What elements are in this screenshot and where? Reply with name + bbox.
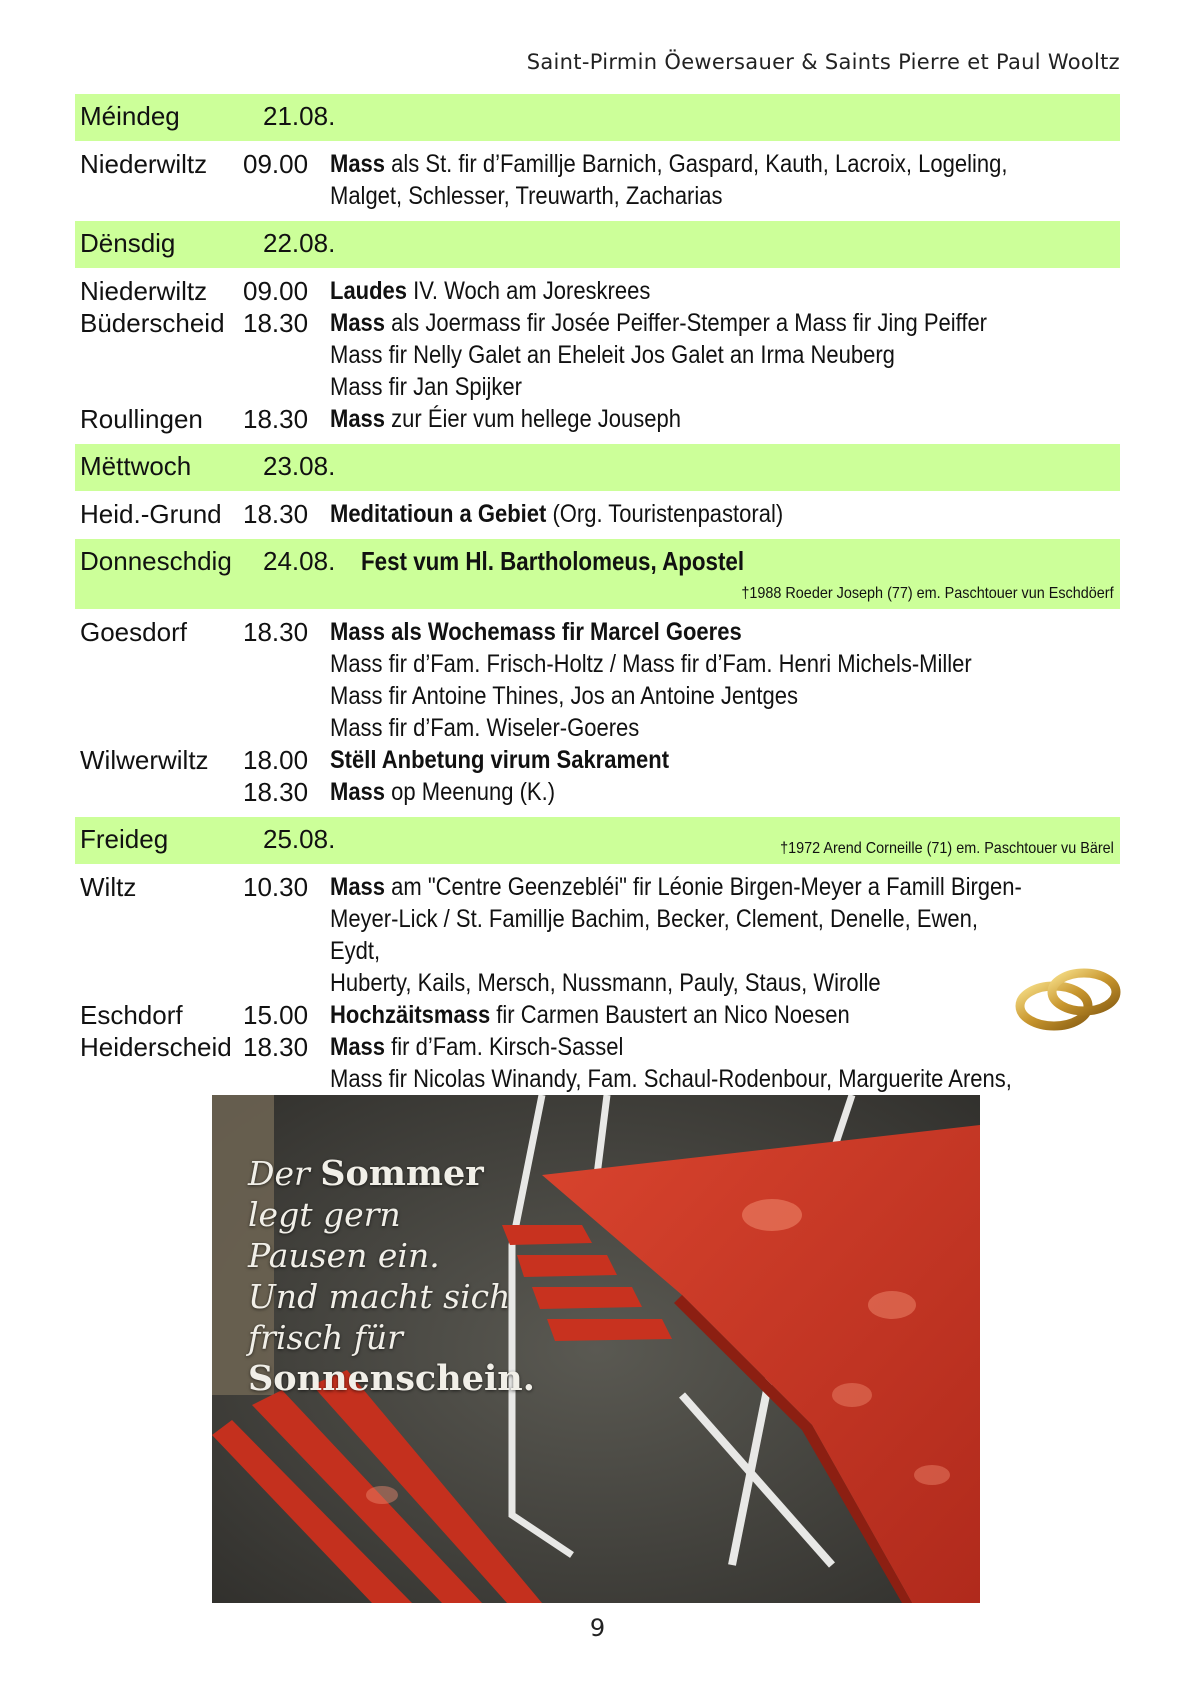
quote-text: Der xyxy=(248,1154,321,1193)
entry-text xyxy=(330,871,1025,903)
entry-detail: Huberty, Kails, Mersch, Nussmann, Pauly, Staus, Wirolle xyxy=(330,969,881,997)
entry-detail: fir Carmen Baustert an Nico Noesen xyxy=(490,1001,850,1029)
entry-place xyxy=(75,648,248,680)
entry-detail: zur Éier vum hellege Jouseph xyxy=(385,405,681,433)
entry-text xyxy=(330,371,1025,403)
schedule-entry xyxy=(75,498,1120,530)
schedule-entry xyxy=(75,1031,1120,1063)
entry-description xyxy=(308,180,1120,212)
entry-detail: Mass fir Antoine Thines, Jos an Antoine Jentges xyxy=(330,682,798,710)
page-header: Saint-Pirmin Öewersauer & Saints Pierre et Paul Wooltz xyxy=(526,50,1120,74)
entry-place xyxy=(75,712,248,744)
day-header xyxy=(75,444,1120,491)
entry-place xyxy=(75,180,248,212)
entry-time xyxy=(248,371,308,403)
feast-title: Fest vum Hl. Bartholomeus, Apostel xyxy=(361,546,745,576)
entry-text xyxy=(330,967,1025,999)
entry-time: 18.30 xyxy=(243,499,309,529)
entry-title: Mass als Wochemass fir Marcel Goeres xyxy=(330,618,742,646)
entry-detail: Mass fir d’Fam. Wiseler-Goeres xyxy=(330,714,640,742)
entry-place xyxy=(75,1063,248,1095)
quote-line xyxy=(248,1153,535,1194)
spacer xyxy=(75,435,1120,444)
schedule-entry xyxy=(75,339,1120,371)
quote-text: frisch für xyxy=(248,1318,403,1357)
entry-detail: als Joermass fir Josée Peiffer-Stemper a Mass fir Jing Peiffer xyxy=(385,309,988,337)
entry-description xyxy=(308,967,1120,999)
day-date: 23.08. xyxy=(263,451,336,481)
photo-quote xyxy=(248,1153,535,1399)
schedule-entry xyxy=(75,307,1120,339)
entry-time xyxy=(248,1063,308,1095)
schedule-entry xyxy=(75,967,1120,999)
spacer xyxy=(75,530,1120,539)
entry-detail: fir d’Fam. Kirsch-Sassel xyxy=(385,1033,624,1061)
mass-schedule xyxy=(75,94,1120,1136)
entry-place: Roullingen xyxy=(80,404,203,434)
entry-place: Goesdorf xyxy=(80,617,187,647)
quote-line xyxy=(248,1194,535,1235)
entry-place: Wiltz xyxy=(80,872,137,902)
entry-title: Mass xyxy=(330,150,386,178)
entry-description xyxy=(308,148,1120,180)
entry-text xyxy=(330,275,1025,307)
spacer xyxy=(75,808,1120,817)
entry-time: 18.30 xyxy=(243,308,309,338)
schedule-entry xyxy=(75,180,1120,212)
entry-place xyxy=(75,967,248,999)
entry-detail: Meyer-Lick / St. Famillje Bachim, Becker, Clement, Denelle, Ewen, Eydt, xyxy=(330,905,979,965)
entry-text xyxy=(330,1031,1025,1063)
entry-text xyxy=(330,680,1025,712)
schedule-entry xyxy=(75,403,1120,435)
entry-place: Eschdorf xyxy=(80,1000,183,1030)
schedule-entry xyxy=(75,744,1120,776)
entry-description xyxy=(308,776,1120,808)
entry-detail: Malget, Schlesser, Treuwarth, Zacharias xyxy=(330,182,723,210)
entry-time xyxy=(248,180,308,212)
entry-description xyxy=(308,307,1120,339)
entry-text xyxy=(330,339,1025,371)
entry-title: Hochzäitsmass xyxy=(330,1001,491,1029)
schedule-entry xyxy=(75,648,1120,680)
entry-place: Heiderscheid xyxy=(80,1032,232,1062)
quote-text: legt gern xyxy=(248,1195,401,1234)
day-header xyxy=(75,539,1120,609)
quote-text: Pausen ein. xyxy=(248,1236,440,1275)
entry-place xyxy=(75,903,248,967)
schedule-entry xyxy=(75,616,1120,648)
entry-detail: Mass fir Nelly Galet an Eheleit Jos Galet an Irma Neuberg xyxy=(330,341,895,369)
entry-place xyxy=(75,680,248,712)
summer-photo xyxy=(212,1095,980,1603)
entry-description xyxy=(308,999,1120,1031)
entry-place: Heid.-Grund xyxy=(80,499,222,529)
entry-text xyxy=(330,744,1025,776)
day-date: 21.08. xyxy=(263,101,336,131)
entry-description xyxy=(308,339,1120,371)
entry-time xyxy=(248,903,308,967)
entry-description xyxy=(308,616,1120,648)
schedule-entry xyxy=(75,871,1120,903)
entry-time: 09.00 xyxy=(243,276,309,306)
entry-time xyxy=(248,339,308,371)
day-header xyxy=(75,94,1120,141)
quote-emphasis: Sonnenschein. xyxy=(248,1358,535,1399)
entry-description xyxy=(308,1031,1120,1063)
entry-place xyxy=(75,371,248,403)
quote-line xyxy=(248,1317,535,1358)
entry-title: Mass xyxy=(330,873,386,901)
day-header xyxy=(75,221,1120,268)
entry-text xyxy=(330,616,1025,648)
entry-description xyxy=(308,871,1120,903)
day-name: Mëttwoch xyxy=(80,451,192,481)
entry-title: Meditatioun a Gebiet xyxy=(330,500,547,528)
entry-detail: IV. Woch am Joreskrees xyxy=(407,277,651,305)
entry-time: 18.30 xyxy=(243,617,309,647)
quote-line xyxy=(248,1276,535,1317)
entry-time xyxy=(248,680,308,712)
schedule-entry xyxy=(75,903,1120,967)
entry-text xyxy=(330,403,1025,435)
entry-detail: op Meenung (K.) xyxy=(385,778,556,806)
day-name: Méindeg xyxy=(80,101,180,131)
entry-description xyxy=(308,1063,1120,1095)
wedding-rings-icon xyxy=(1012,962,1124,1034)
quote-emphasis: Sommer xyxy=(320,1153,484,1194)
day-name: Dënsdig xyxy=(80,228,176,258)
entry-time xyxy=(248,967,308,999)
day-name: Donneschdig xyxy=(80,546,232,576)
entry-detail: als St. fir d’Famillje Barnich, Gaspard, Kauth, Lacroix, Logeling, xyxy=(385,150,1008,178)
day-header xyxy=(75,817,1120,864)
entry-text xyxy=(330,999,1025,1031)
entry-title: Mass xyxy=(330,1033,386,1061)
entry-text xyxy=(330,307,1025,339)
entry-place: Niederwiltz xyxy=(80,149,208,179)
entry-title: Mass xyxy=(330,309,386,337)
entry-place xyxy=(75,339,248,371)
entry-place xyxy=(75,776,243,808)
entry-place: Niederwiltz xyxy=(80,276,208,306)
schedule-entry xyxy=(75,371,1120,403)
schedule-entry xyxy=(75,1063,1120,1095)
entry-description xyxy=(308,712,1120,744)
schedule-entry xyxy=(75,776,1120,808)
entry-place: Wilwerwiltz xyxy=(80,745,209,775)
entry-detail: Mass fir Jan Spijker xyxy=(330,373,522,401)
memorial-note: †1988 Roeder Joseph (77) em. Paschtouer vun Eschdöerf xyxy=(741,585,1114,602)
day-date: 25.08. xyxy=(263,824,336,854)
entry-title: Mass xyxy=(330,778,386,806)
entry-time: 18.30 xyxy=(243,777,309,807)
day-name: Freideg xyxy=(80,824,169,854)
spacer xyxy=(75,212,1120,221)
entry-title: Laudes xyxy=(330,277,408,305)
schedule-entry xyxy=(75,999,1120,1031)
entry-time: 10.30 xyxy=(243,872,309,902)
entry-detail: Mass fir d’Fam. Frisch-Holtz / Mass fir d’Fam. Henri Michels-Miller xyxy=(330,650,972,678)
entry-description xyxy=(308,680,1120,712)
entry-time xyxy=(248,648,308,680)
entry-title: Stëll Anbetung virum Sakrament xyxy=(330,746,670,774)
entry-description xyxy=(308,903,1120,967)
entry-title: Mass xyxy=(330,405,386,433)
entry-time: 18.00 xyxy=(243,745,309,775)
quote-line xyxy=(248,1235,535,1276)
entry-text xyxy=(330,498,1025,530)
entry-text xyxy=(330,148,1025,180)
entry-description xyxy=(308,648,1120,680)
entry-description xyxy=(308,371,1120,403)
quote-line xyxy=(248,1358,535,1399)
memorial-note: †1972 Arend Corneille (71) em. Paschtouer vu Bärel xyxy=(780,840,1114,857)
day-date: 22.08. xyxy=(263,228,336,258)
schedule-entry xyxy=(75,680,1120,712)
entry-text xyxy=(330,712,1025,744)
entry-time: 15.00 xyxy=(243,1000,309,1030)
entry-detail: (Org. Touristenpastoral) xyxy=(546,500,784,528)
entry-text xyxy=(330,903,1025,967)
entry-time: 18.30 xyxy=(243,404,309,434)
entry-description xyxy=(308,744,1120,776)
entry-text xyxy=(330,1063,1025,1095)
entry-text xyxy=(330,648,1025,680)
entry-detail: am "Centre Geenzebléi" fir Léonie Birgen-Meyer a Famill Birgen- xyxy=(385,873,1022,901)
entry-place: Büderscheid xyxy=(80,308,225,338)
entry-detail: Mass fir Nicolas Winandy, Fam. Schaul-Rodenbour, Marguerite Arens, xyxy=(330,1065,1012,1093)
day-date: 24.08. xyxy=(263,546,336,576)
entry-text xyxy=(330,776,1025,808)
schedule-entry xyxy=(75,148,1120,180)
entry-text xyxy=(330,180,1025,212)
entry-time: 09.00 xyxy=(243,149,309,179)
schedule-entry xyxy=(75,275,1120,307)
entry-description xyxy=(308,498,1120,530)
entry-description xyxy=(308,403,1120,435)
entry-time: 18.30 xyxy=(243,1032,309,1062)
page-number: 9 xyxy=(589,1614,606,1642)
entry-time xyxy=(248,712,308,744)
entry-description xyxy=(308,275,1120,307)
schedule-entry xyxy=(75,712,1120,744)
quote-text: Und macht sich xyxy=(248,1277,511,1316)
